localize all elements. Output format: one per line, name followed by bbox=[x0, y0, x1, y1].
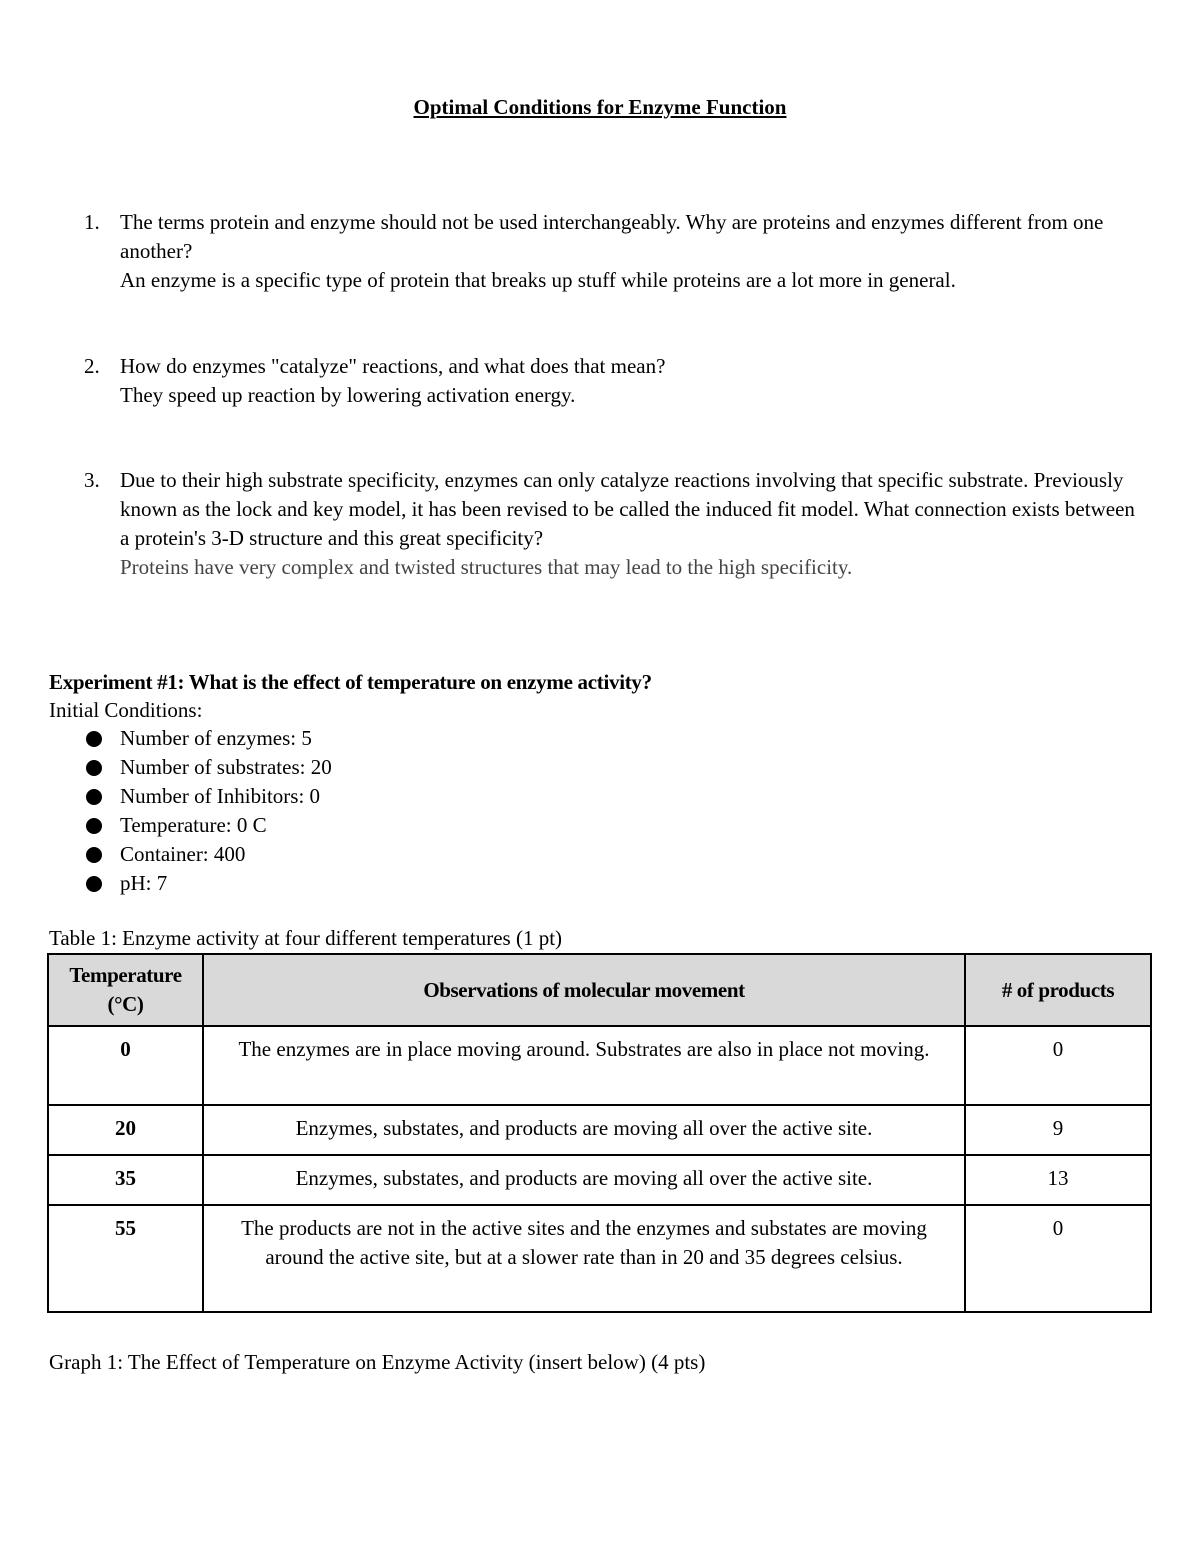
list-item bbox=[84, 840, 332, 869]
answer-text: An enzyme is a specific type of protein that breaks up stuff while proteins are a lot more in general. bbox=[120, 268, 956, 292]
header-temperature: Temperature (°C) bbox=[48, 954, 203, 1026]
cell-temperature: 55 bbox=[48, 1205, 203, 1312]
condition-text: Container: 400 bbox=[120, 842, 246, 866]
answer-text: They speed up reaction by lowering activation energy. bbox=[120, 383, 576, 407]
page-title: Optimal Conditions for Enzyme Function bbox=[413, 95, 787, 119]
list-item bbox=[84, 869, 332, 898]
cell-products: 0 bbox=[965, 1026, 1151, 1105]
question-text: The terms protein and enzyme should not be used interchangeably. Why are proteins and enzymes different from one another? bbox=[120, 210, 1104, 263]
experiment-title: Experiment #1: What is the effect of temperature on enzyme activity? bbox=[49, 670, 652, 694]
cell-temperature: 20 bbox=[48, 1105, 203, 1155]
condition-text: pH: 7 bbox=[120, 871, 168, 895]
condition-text: Temperature: 0 C bbox=[120, 813, 267, 837]
table-row bbox=[48, 1205, 1151, 1312]
list-item bbox=[84, 724, 332, 753]
list-item bbox=[84, 811, 332, 840]
graph-caption: Graph 1: The Effect of Temperature on Enzyme Activity (insert below) (4 pts) bbox=[49, 1350, 706, 1374]
bullet-icon bbox=[86, 760, 102, 776]
condition-text: Number of substrates: 20 bbox=[120, 755, 332, 779]
initial-conditions-label: Initial Conditions: bbox=[49, 698, 203, 722]
cell-temperature: 35 bbox=[48, 1155, 203, 1205]
answer-text: Proteins have very complex and twisted structures that may lead to the high specificity. bbox=[120, 555, 853, 579]
table-header-row bbox=[48, 954, 1151, 1026]
cell-observations: The enzymes are in place moving around. Substrates are also in place not moving. bbox=[203, 1026, 965, 1105]
header-observations: Observations of molecular movement bbox=[203, 954, 965, 1026]
cell-products: 13 bbox=[965, 1155, 1151, 1205]
cell-observations: The products are not in the active sites and the enzymes and substates are moving around the active site, but at a slower rate than in 20 and 35 degrees celsius. bbox=[203, 1205, 965, 1312]
enzyme-activity-table bbox=[47, 953, 1152, 1313]
bullet-icon bbox=[86, 847, 102, 863]
bullet-icon bbox=[86, 818, 102, 834]
bullet-icon bbox=[86, 876, 102, 892]
table-row bbox=[48, 1155, 1151, 1205]
cell-products: 9 bbox=[965, 1105, 1151, 1155]
list-item bbox=[84, 782, 332, 811]
bullet-icon bbox=[86, 789, 102, 805]
question-text: Due to their high substrate specificity, enzymes can only catalyze reactions involving that specific substrate. Previously known as the lock and key model, it has been revised to be called the induced fit model. What connection exists between a protein's 3-D structure and this great specificity? bbox=[120, 468, 1135, 550]
question-2 bbox=[84, 352, 1144, 410]
condition-text: Number of Inhibitors: 0 bbox=[120, 784, 321, 808]
list-item bbox=[84, 753, 332, 782]
cell-observations: Enzymes, substates, and products are moving all over the active site. bbox=[203, 1155, 965, 1205]
header-products: # of products bbox=[965, 954, 1151, 1026]
question-number: 2. bbox=[84, 354, 100, 378]
table-row bbox=[48, 1026, 1151, 1105]
table-row bbox=[48, 1105, 1151, 1155]
cell-observations: Enzymes, substates, and products are moving all over the active site. bbox=[203, 1105, 965, 1155]
cell-products: 0 bbox=[965, 1205, 1151, 1312]
question-text: How do enzymes "catalyze" reactions, and what does that mean? bbox=[120, 354, 666, 378]
question-3 bbox=[84, 466, 1144, 582]
question-1 bbox=[84, 208, 1144, 295]
table-caption: Table 1: Enzyme activity at four different temperatures (1 pt) bbox=[49, 926, 563, 950]
bullet-icon bbox=[86, 731, 102, 747]
conditions-list bbox=[84, 724, 332, 898]
condition-text: Number of enzymes: 5 bbox=[120, 726, 312, 750]
question-number: 1. bbox=[84, 210, 100, 234]
cell-temperature: 0 bbox=[48, 1026, 203, 1105]
question-number: 3. bbox=[84, 468, 100, 492]
